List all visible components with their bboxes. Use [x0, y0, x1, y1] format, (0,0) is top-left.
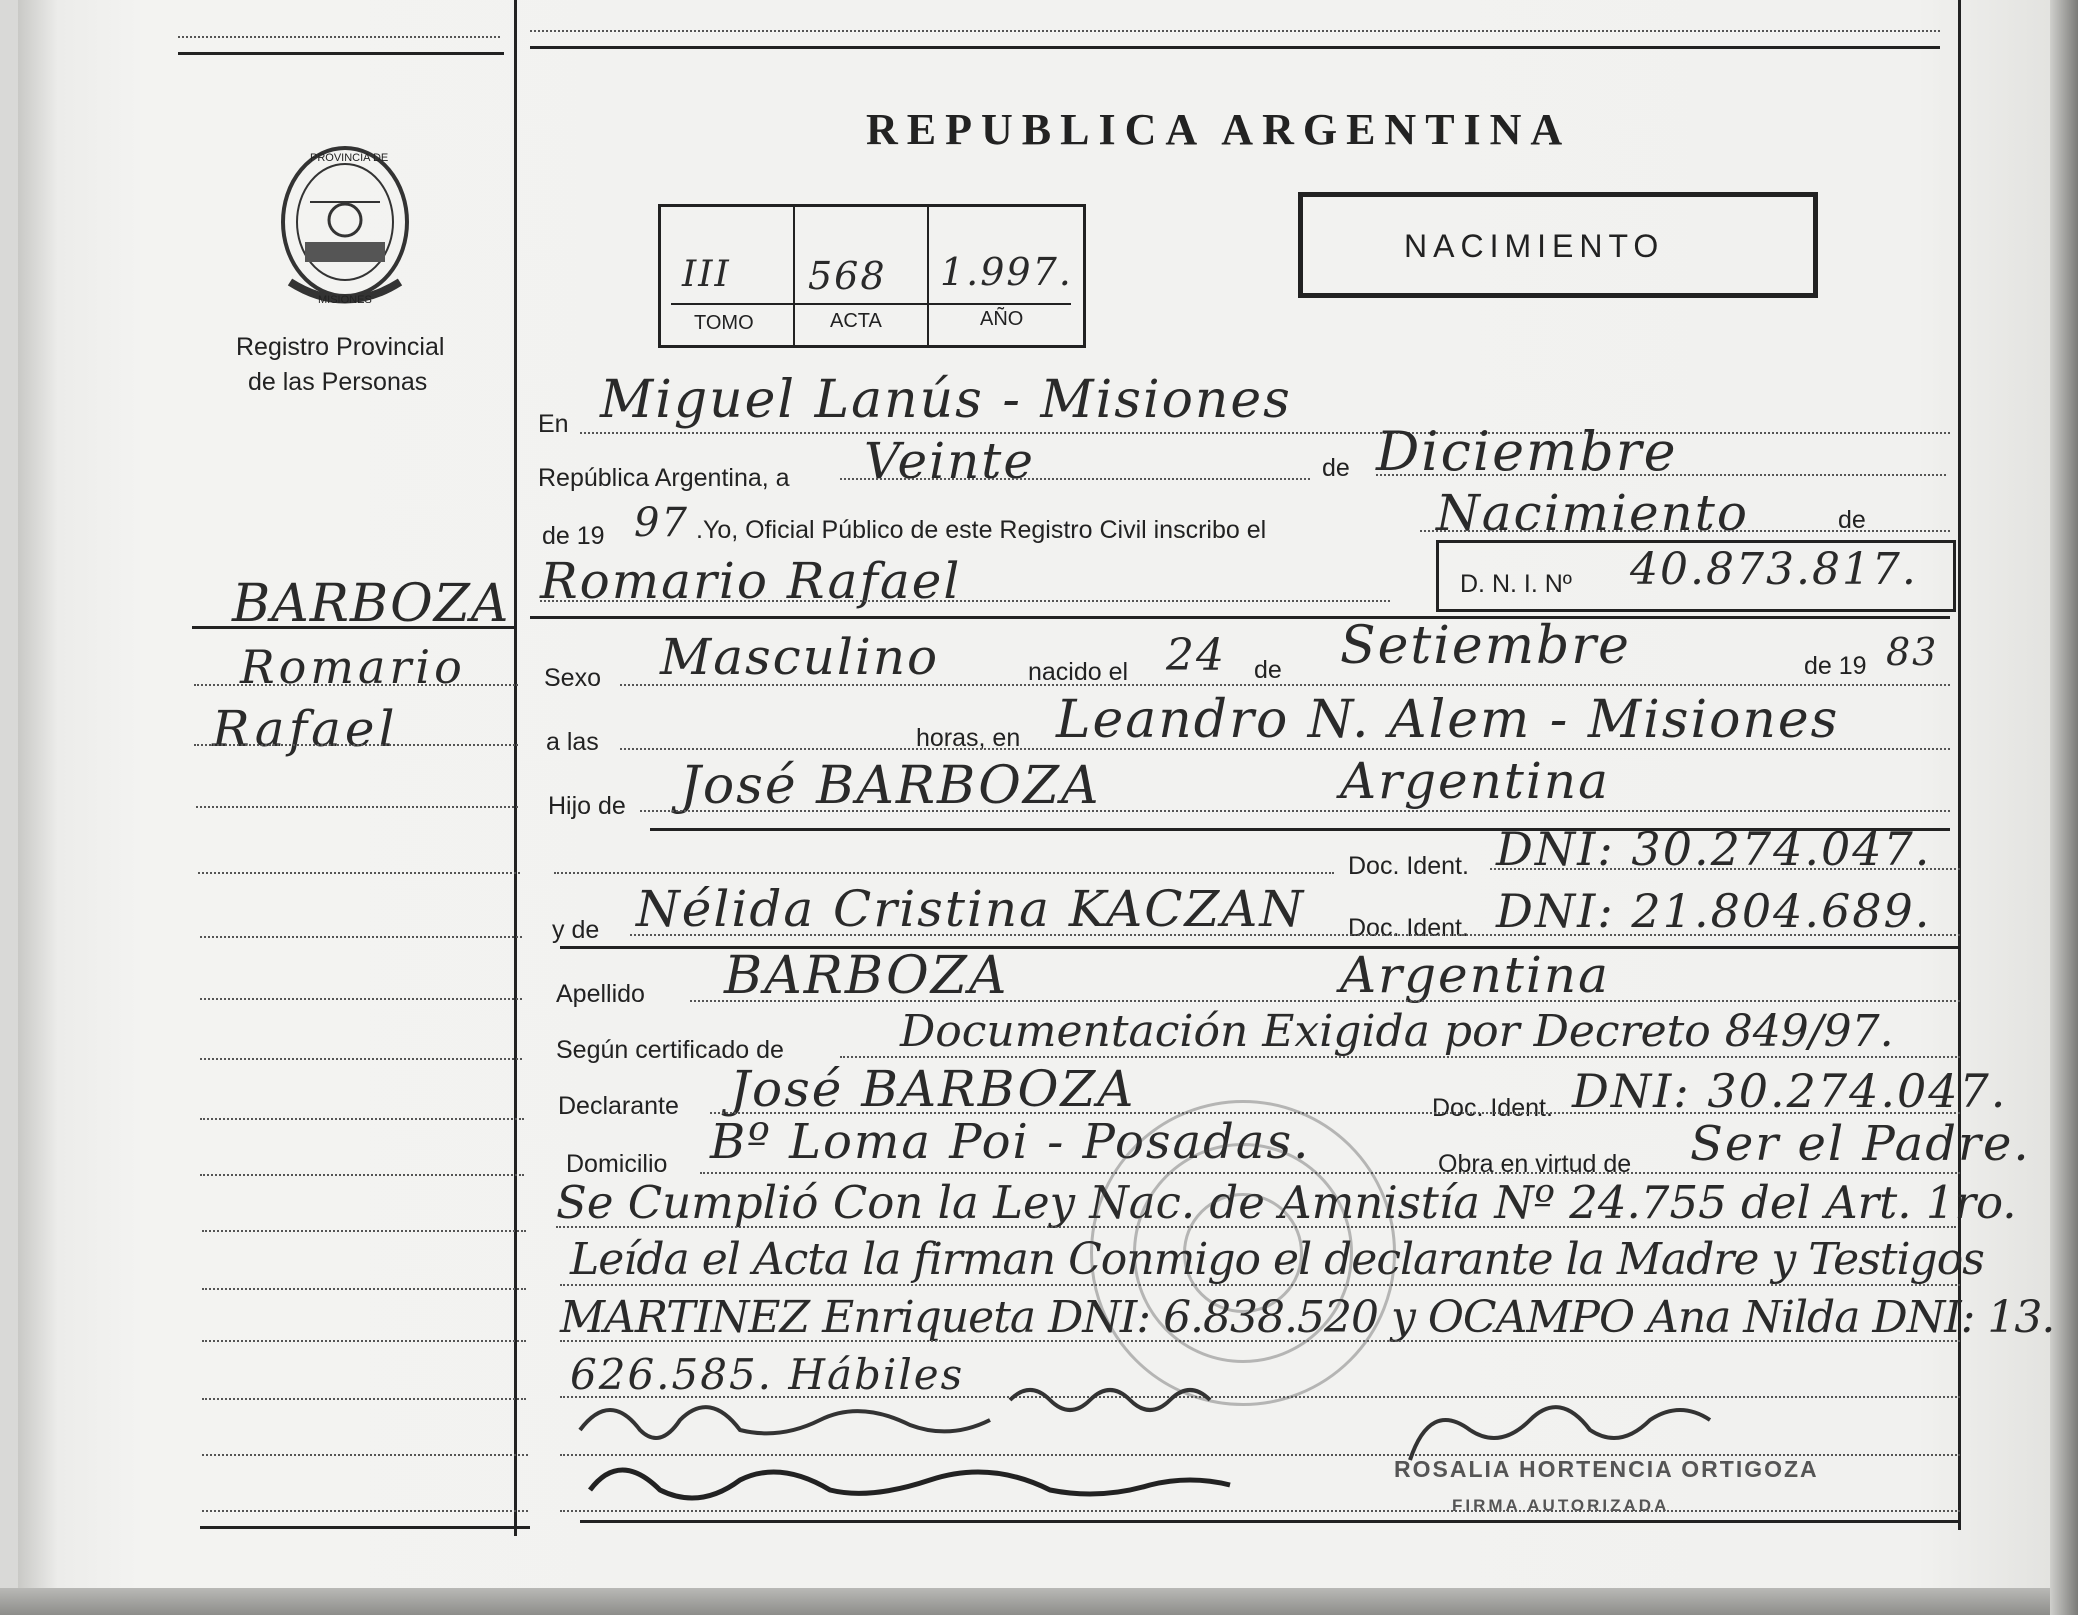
- margin-surname: BARBOZA: [232, 574, 510, 634]
- value-place: Miguel Lanús - Misiones: [600, 370, 1292, 430]
- top-rule-right: [530, 46, 1940, 49]
- value-birth-year: 83: [1886, 630, 1939, 674]
- label-doc-mother: Doc. Ident.: [1348, 914, 1469, 942]
- note-line-4: 626.585. Hábiles: [570, 1350, 965, 1399]
- label-doc-father: Doc. Ident.: [1348, 852, 1469, 880]
- value-birth-day: 24: [1166, 630, 1226, 681]
- label-dni: D. N. I. Nº: [1460, 570, 1572, 598]
- label-de-birth: de: [1254, 656, 1282, 684]
- label-doc-declarant: Doc. Ident.: [1432, 1094, 1553, 1122]
- page-right-shadow: [2050, 0, 2078, 1615]
- signer-name: ROSALIA HORTENCIA ORTIGOZA: [1394, 1456, 1819, 1482]
- value-doc-mother: DNI: 21.804.689.: [1496, 884, 1932, 938]
- top-dotted-line-right: [530, 30, 1940, 32]
- value-sex: Masculino: [660, 628, 940, 686]
- value-month: Diciembre: [1376, 420, 1678, 483]
- acta-value: 568: [808, 254, 887, 298]
- label-de-19: de 19: [542, 522, 605, 550]
- value-reason: Ser el Padre.: [1690, 1116, 2031, 1172]
- column-divider: [514, 0, 517, 1536]
- label-de-19-birth: de 19: [1804, 652, 1867, 680]
- label-y-de: y de: [552, 916, 600, 944]
- record-type: NACIMIENTO: [1404, 228, 1665, 264]
- value-dni: 40.873.817.: [1630, 544, 1918, 595]
- top-dotted-line-left: [178, 36, 500, 38]
- label-obra: Obra en virtud de: [1438, 1150, 1632, 1178]
- label-declarante: Declarante: [558, 1092, 679, 1120]
- label-horas: horas, en: [916, 724, 1021, 752]
- value-surname: BARBOZA: [724, 946, 1009, 1006]
- tomo-label: TOMO: [694, 312, 754, 334]
- label-oficial: .Yo, Oficial Público de este Registro Civil inscribo el: [696, 516, 1267, 544]
- ano-value: 1.997.: [940, 250, 1073, 294]
- note-line-2: Leída el Acta la firman Conmigo el declarante la Madre y Testigos: [570, 1234, 1984, 1285]
- margin-second-name: Rafael: [212, 700, 399, 758]
- value-declarant: José BARBOZA: [730, 1060, 1136, 1118]
- value-father: José BARBOZA: [680, 756, 1101, 816]
- registry-name-line2: de las Personas: [248, 368, 428, 396]
- document-title: REPUBLICA ARGENTINA: [866, 105, 1572, 154]
- signer-role: FIRMA AUTORIZADA: [1452, 1496, 1670, 1515]
- value-mother: Nélida Cristina KACZAN: [636, 880, 1306, 938]
- label-en: En: [538, 410, 569, 438]
- label-sexo: Sexo: [544, 664, 601, 692]
- logo-text-top: PROVINCIA DE: [310, 152, 389, 164]
- margin-surname-rule: [192, 626, 516, 629]
- official-seal: [1090, 1100, 1396, 1406]
- note-line-3: MARTINEZ Enriqueta DNI: 6.838.520 y OCAMPO Ana Nilda DNI: 13.: [560, 1292, 2055, 1343]
- value-address: Bº Loma Poi - Posadas.: [710, 1114, 1311, 1170]
- value-birth-month: Setiembre: [1340, 616, 1631, 676]
- tomo-value: III: [682, 254, 731, 295]
- ano-label: AÑO: [980, 308, 1024, 330]
- label-a-las: a las: [546, 728, 599, 756]
- value-year: 97: [634, 500, 689, 546]
- value-birth-place: Leandro N. Alem - Misiones: [1056, 690, 1840, 750]
- value-act-type: Nacimiento: [1436, 484, 1749, 542]
- label-segun: Según certificado de: [556, 1036, 784, 1064]
- value-doc-declarant: DNI: 30.274.047.: [1572, 1064, 2008, 1118]
- label-de-end: de: [1838, 506, 1866, 534]
- value-father-nationality: Argentina: [1340, 752, 1610, 810]
- label-hijo-de: Hijo de: [548, 792, 626, 820]
- margin-first-name: Romario: [240, 640, 466, 694]
- value-certificate: Documentación Exigida por Decreto 849/97.: [900, 1006, 1894, 1057]
- registry-name-line1: Registro Provincial: [236, 333, 445, 361]
- acta-label: ACTA: [830, 310, 882, 332]
- logo-text-bottom: MISIONES: [318, 294, 372, 306]
- page-bottom-shadow: [0, 1588, 2078, 1615]
- label-republica: República Argentina, a: [538, 464, 790, 492]
- value-doc-father: DNI: 30.274.047.: [1496, 822, 1932, 876]
- label-de-month: de: [1322, 454, 1350, 482]
- bottom-rule-left: [200, 1526, 530, 1529]
- value-surname-nationality: Argentina: [1340, 946, 1610, 1004]
- label-nacido: nacido el: [1028, 658, 1129, 686]
- value-day: Veinte: [864, 432, 1035, 490]
- label-domicilio: Domicilio: [566, 1150, 668, 1178]
- rule-after-name: [530, 616, 1950, 619]
- provincial-coat-of-arms-logo: [270, 142, 420, 312]
- top-rule-left: [178, 52, 504, 55]
- value-child-name: Romario Rafael: [540, 552, 962, 610]
- note-line-1: Se Cumplió Con la Ley Nac. de Amnistía Nº 24.755 del Art. 1ro.: [556, 1176, 2017, 1229]
- label-apellido: Apellido: [556, 980, 645, 1008]
